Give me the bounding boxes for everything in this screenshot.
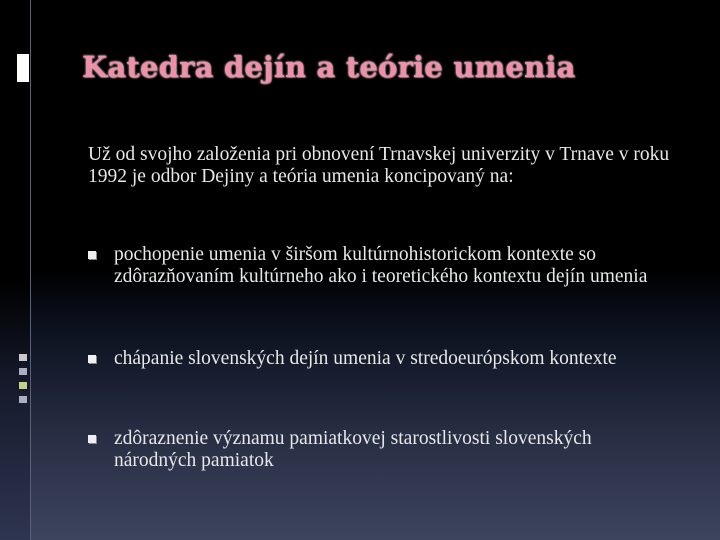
left-decorative-panel	[0, 0, 31, 540]
bullet-item	[88, 348, 688, 370]
accent-square-2	[19, 368, 27, 375]
square-bullet-icon	[88, 435, 96, 443]
bullet-item	[88, 244, 688, 288]
square-bullet-icon	[88, 251, 96, 259]
accent-square-4	[19, 396, 27, 403]
accent-square-3	[19, 382, 27, 389]
square-bullet-icon	[88, 355, 96, 363]
bullet-text: zdôraznenie významu pamiatkovej starostlivosti slovenských národných pamiatok	[114, 428, 592, 471]
slide-title: Katedra dejín a teórie umenia	[82, 50, 576, 84]
bullet-text: pochopenie umenia v širšom kultúrnohistorickom kontexte so zdôrazňovaním kultúrneho ako i teoretického kontextu dejín umenia	[114, 244, 648, 287]
accent-square-1	[19, 354, 27, 361]
white-accent-block	[17, 54, 29, 82]
bullet-text: chápanie slovenských dejín umenia v stredoeurópskom kontexte	[114, 348, 617, 369]
intro-paragraph: Už od svojho založenia pri obnovení Trnavskej univerzity v Trnave v roku 1992 je odbor Dejiny a teória umenia koncipovaný na:	[88, 144, 670, 187]
bullet-item	[88, 428, 688, 472]
